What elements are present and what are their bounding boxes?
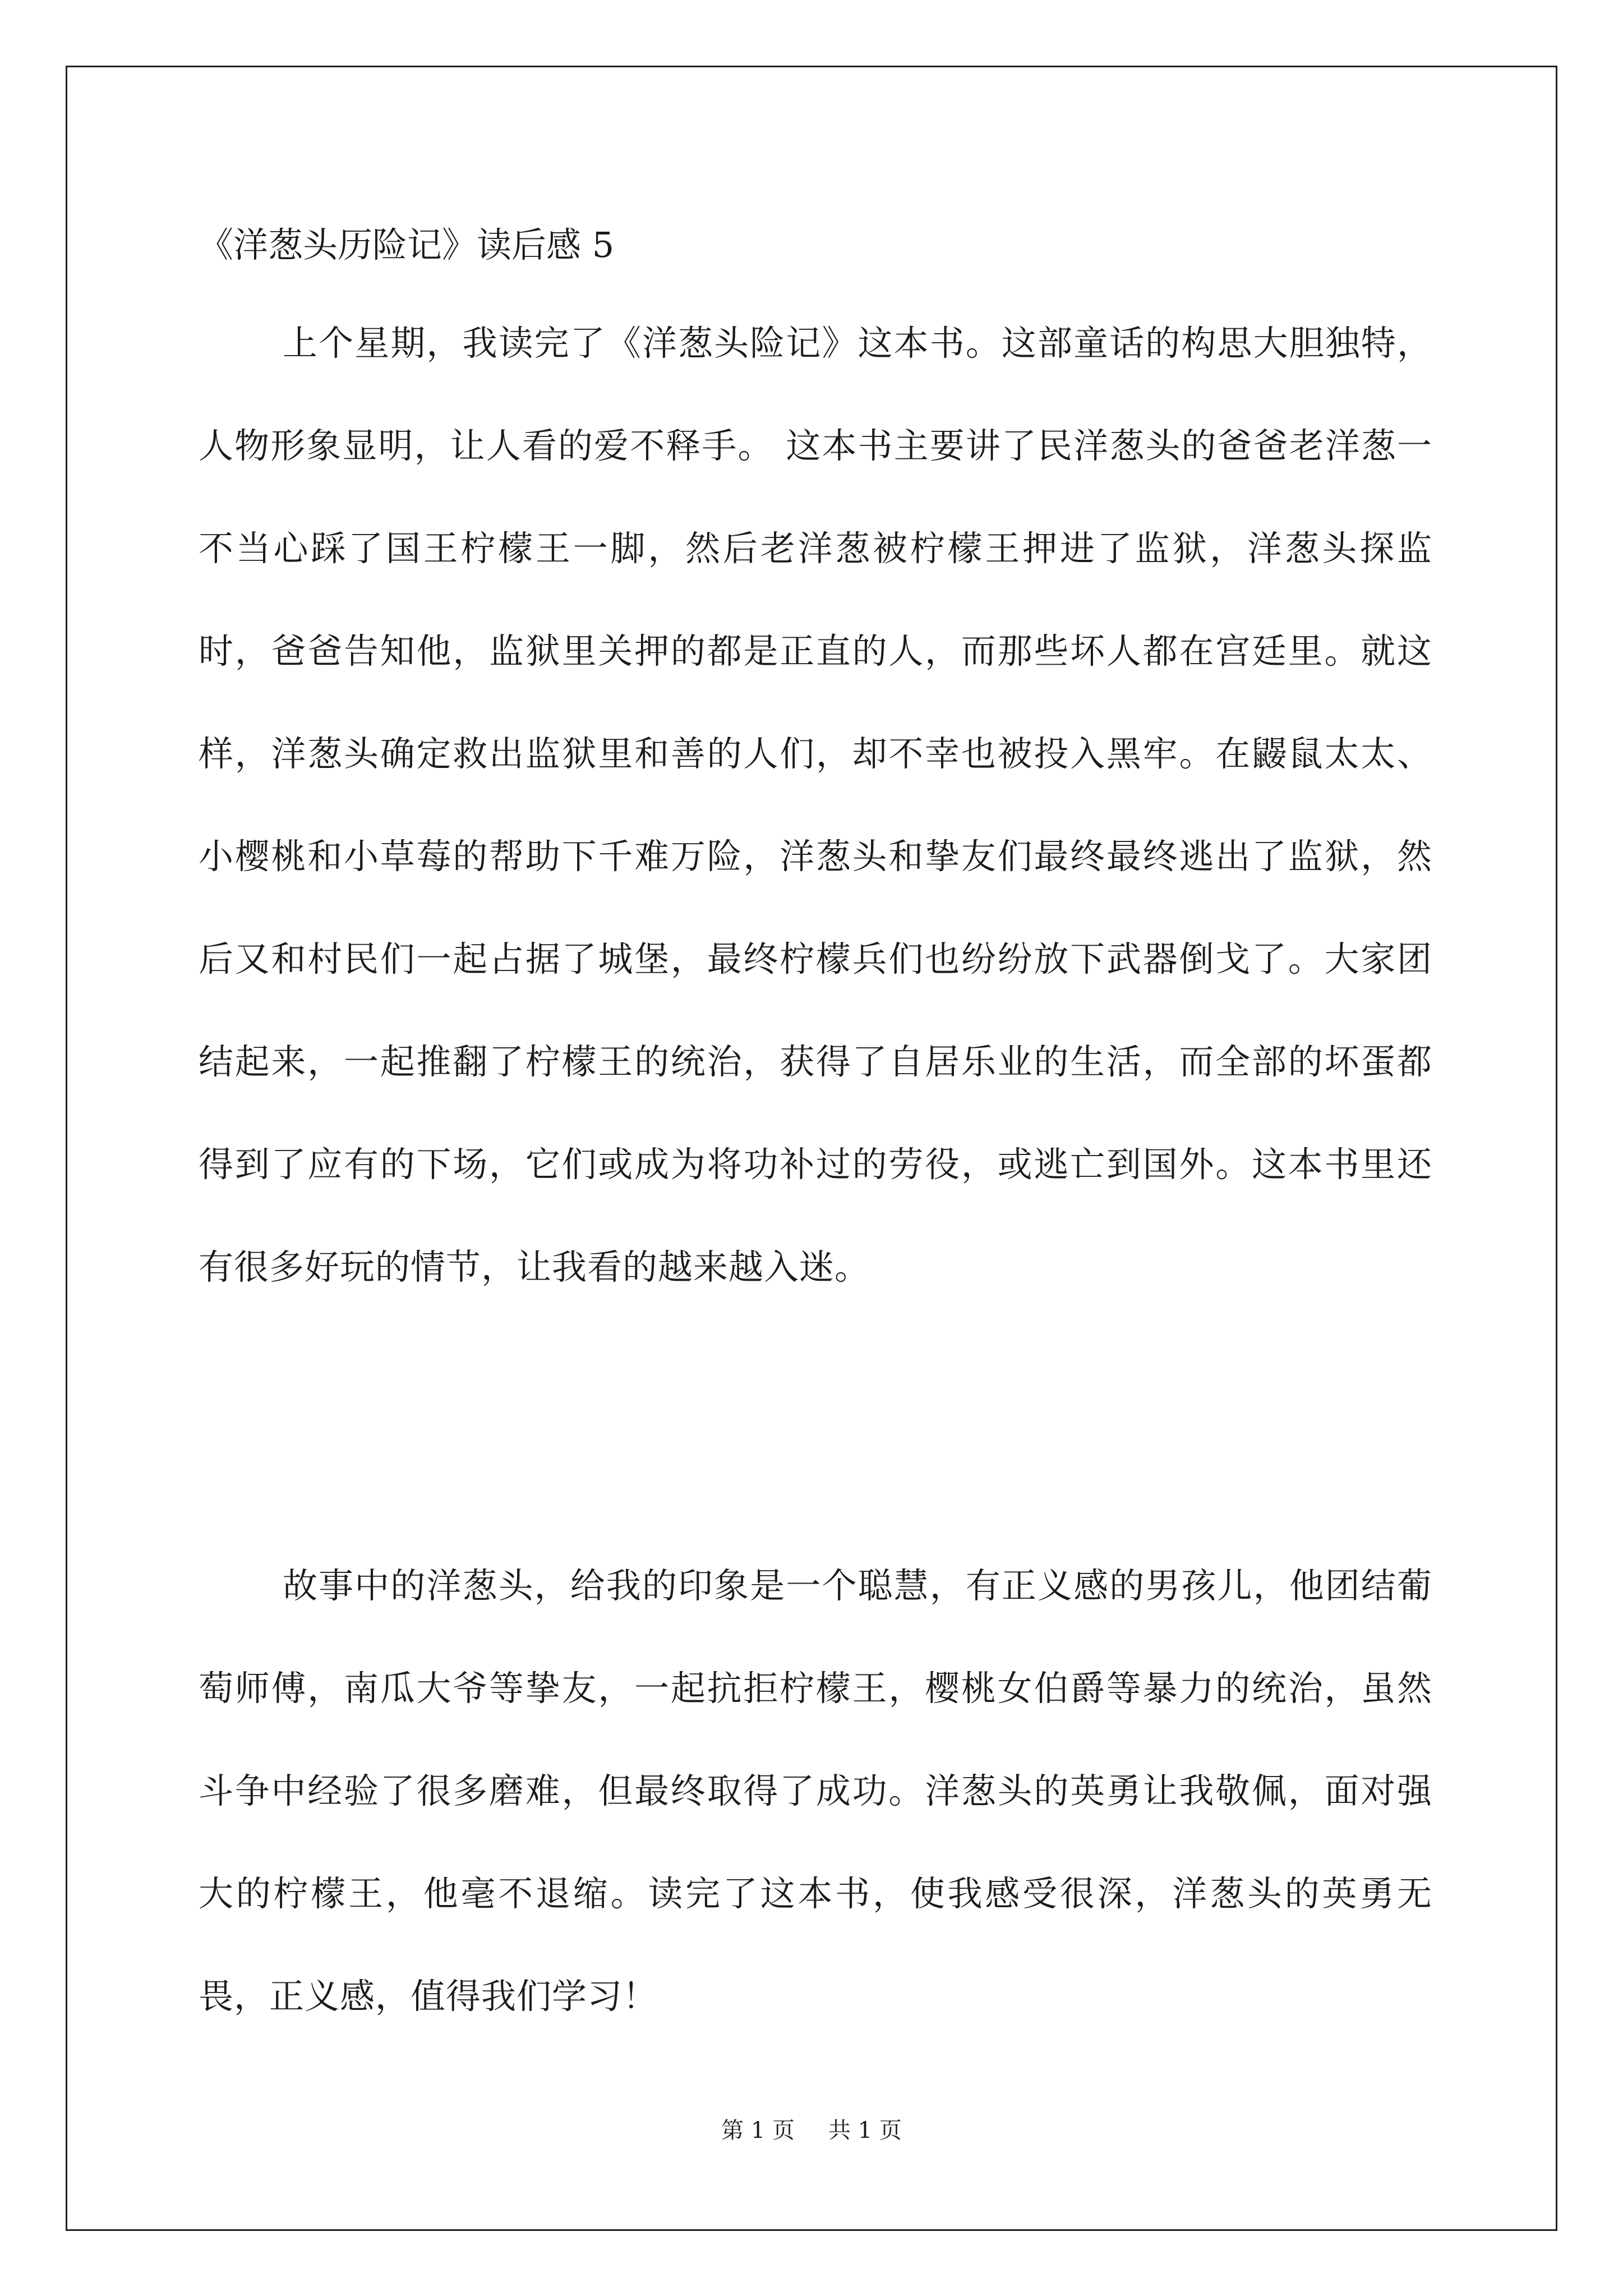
page-total: 共 1 页: [828, 2118, 902, 2143]
document-title: 《洋葱头历险记》读后感 5: [199, 224, 615, 265]
body-paragraph-2: 故事中的洋葱头，给我的印象是一个聪慧，有正义感的男孩儿，他团结葡萄师傅，南瓜大爷等挚友，一起抗拒柠檬王，樱桃女伯爵等暴力的统治，虽然斗争中经验了很多磨难，但最终取得了成功。洋葱头的英勇让我敬佩，面对强大的柠檬王，他毫不退缩。读完了这本书，使我感受很深，洋葱头的英勇无畏，正义感，值得我们学习！: [199, 1565, 1432, 2017]
body-paragraph-1: 上个星期，我读完了《洋葱头险记》这本书。这部童话的构思大胆独特，人物形象显明，让人看的爱不释手。 这本书主要讲了民洋葱头的爸爸老洋葱一不当心踩了国王柠檬王一脚，然后老洋葱被柠檬王押进了监狱，洋葱头探监时，爸爸告知他，监狱里关押的都是正直的人，而那些坏人都在宫廷里。就这样，洋葱头确定救出监狱里和善的人们，却不幸也被投入黑牢。在鼹鼠太太、小樱桃和小草莓的帮助下千难万险，洋葱头和挚友们最终最终逃出了监狱，然后又和村民们一起占据了城堡，最终柠檬兵们也纷纷放下武器倒戈了。大家团结起来，一起推翻了柠檬王的统治，获得了自居乐业的生活，而全部的坏蛋都得到了应有的下场，它们或成为将功补过的劳役，或逃亡到国外。这本书里还有很多好玩的情节，让我看的越来越入迷。: [199, 323, 1432, 1287]
page-footer: [0, 2114, 1623, 2147]
page-number: 第 1 页: [721, 2118, 795, 2143]
